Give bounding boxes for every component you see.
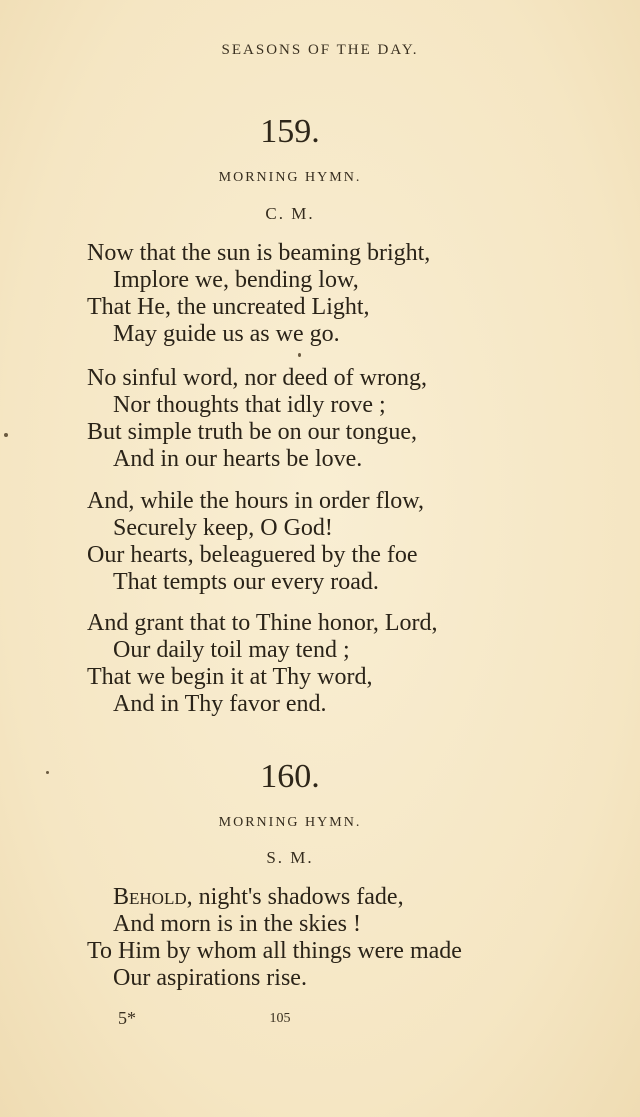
hymn-meter: S. M. [266,848,314,867]
hymn-number: 160. [260,758,320,795]
verse-line: And grant that to Thine honor, Lord, [87,610,438,636]
verse-line: Implore we, bending low, [113,267,359,293]
verse-line: Our hearts, beleaguered by the foe [87,542,418,568]
drop-word: Behold [113,884,187,910]
paper-speck [4,433,8,437]
verse-line: That He, the uncreated Light, [87,294,370,320]
hymn-title: MORNING HYMN. [218,815,362,830]
verse-line: Securely keep, O God! [113,515,333,541]
verse-line: That tempts our every road. [113,569,379,595]
hymn-title: MORNING HYMN. [218,170,362,185]
verse-line: Our aspirations rise. [113,965,307,991]
verse-line: Our daily toil may tend ; [113,637,350,663]
verse-line: That we begin it at Thy word, [87,664,373,690]
verse-line: And in Thy favor end. [113,691,327,717]
verse-line: Nor thoughts that idly rove ; [113,392,386,418]
verse-line: But simple truth be on our tongue, [87,419,417,445]
verse-line [113,884,404,910]
page-number: 105 [269,1011,291,1026]
hymn-meter: C. M. [265,204,315,223]
verse-line: And, while the hours in order flow, [87,488,425,514]
hymn-number: 159. [260,113,320,150]
verse-line: May guide us as we go. [113,321,340,347]
verse-line: And in our hearts be love. [113,446,363,472]
verse-line: No sinful word, nor deed of wrong, [87,365,427,391]
verse-line: And morn is in the skies ! [113,911,361,937]
verse-line: Now that the sun is beaming bright, [87,240,431,266]
verse-line-rest: , night's shadows fade, [186,884,404,910]
paper-speck [298,353,301,357]
signature-mark: 5* [118,1008,136,1028]
paper-speck [46,771,49,774]
running-head: SEASONS OF THE DAY. [221,42,419,58]
verse-line: To Him by whom all things were made [87,938,462,964]
